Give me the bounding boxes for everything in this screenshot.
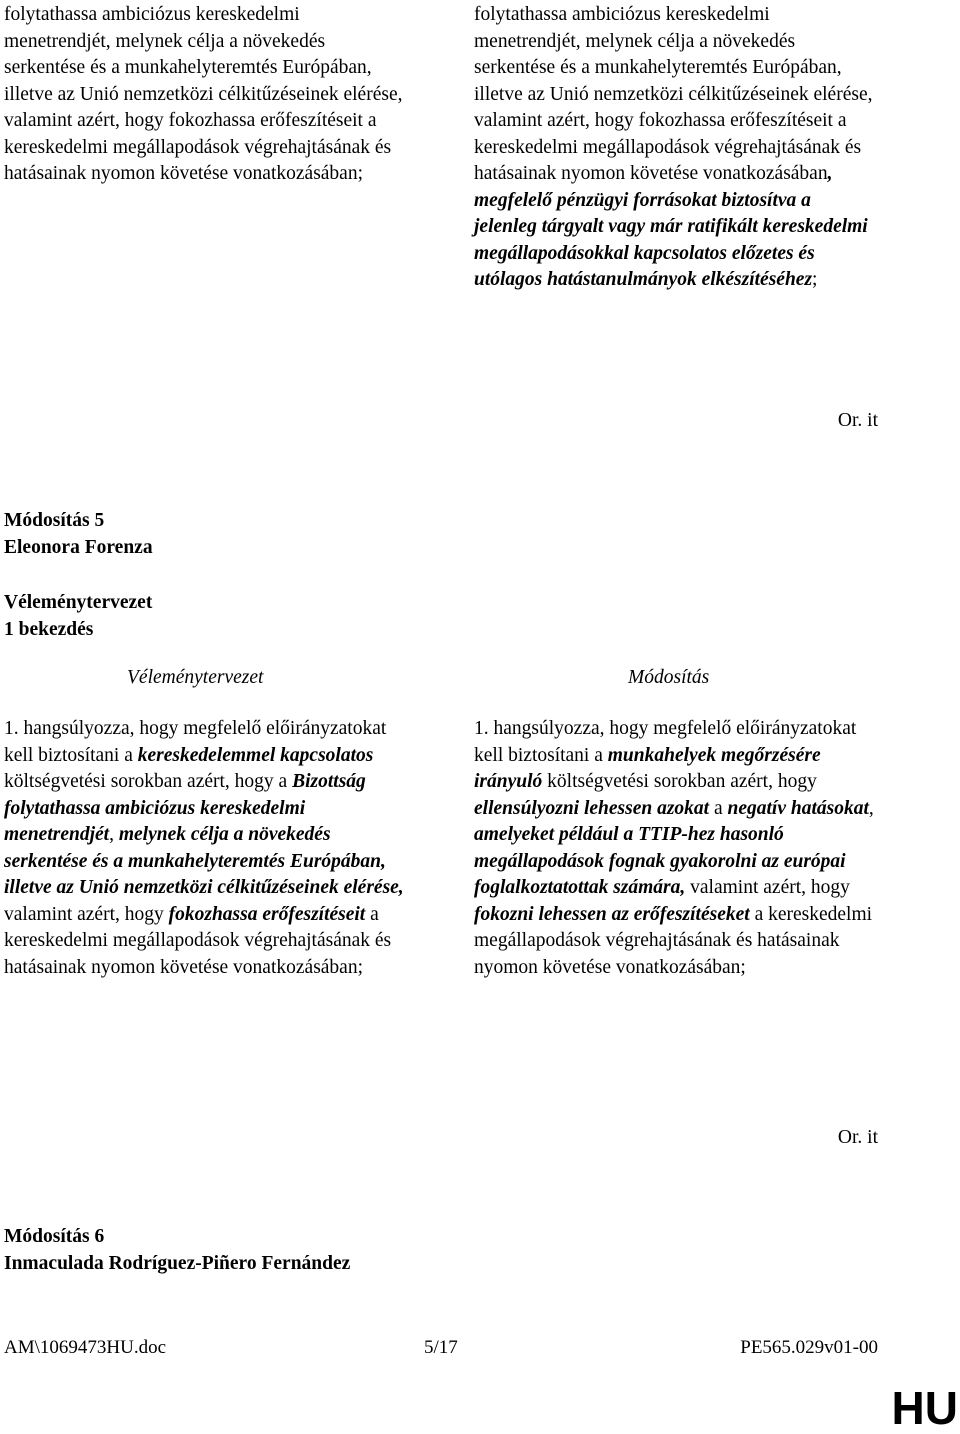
a5-right-p4: , <box>868 797 874 819</box>
amendment-6-label: Módosítás 6 <box>4 1226 105 1247</box>
footer-doc-ref: AM\1069473HU.doc <box>4 1337 167 1358</box>
top-left-text: folytathassa ambiciózus kereskedelmi menetrendjét, melynek célja a növekedés serkentése és a munkahelyteremtés Európában, illetve az Unió nemzetközi célkitűzéseinek elérése, valamint azért, hogy fokozhassa erőfeszítéseit a kereskedelmi megállapodások végrehajtásának és hatásainak nyomon követése vonatkozásában; <box>4 4 403 184</box>
amendment-5-left-text <box>4 716 404 981</box>
a5-right-i5: fokozni lehessen az erőfeszítéseket <box>474 903 750 925</box>
a5-left-i1: kereskedelemmel kapcsolatos <box>137 744 374 766</box>
column-head-amendment: Módosítás <box>628 667 710 688</box>
footer-page-number: 5/17 <box>424 1337 458 1358</box>
top-right-end: ; <box>812 269 818 290</box>
column-head-draft: Véleménytervezet <box>127 667 264 688</box>
a5-left-p5: a kereskedelmi megállapodások végrehajtásának és hatásainak nyomon követése vonatkozásában; <box>4 903 392 978</box>
amendment-6-header <box>4 1224 350 1277</box>
a5-right-p3: a <box>709 797 728 819</box>
amendment-5-reference <box>4 590 152 643</box>
a5-right-p1: 1. hangsúlyozza, hogy megfelelő előirányzatokat kell biztosítani a <box>474 718 857 766</box>
a5-right-p6: a kereskedelmi megállapodások végrehajtásának és hatásainak nyomon követése vonatkozásában; <box>474 903 873 978</box>
a5-right-i4: amelyeket például a TTIP-hez hasonló megállapodások fognak gyakorolni az európai foglalkoztatottak számára, <box>474 824 846 898</box>
amendment-5-para: 1 bekezdés <box>4 618 94 640</box>
footer-pe-ref: PE565.029v01-00 <box>740 1337 878 1358</box>
amendment-5-right-text <box>474 716 874 981</box>
a5-left-i2: Bizottság folytathassa ambiciózus kereskedelmi menetrendjét <box>4 771 366 845</box>
top-right-plain: folytathassa ambiciózus kereskedelmi menetrendjét, melynek célja a növekedés serkentése és a munkahelyteremtés Európában, illetve az Unió nemzetközi célkitűzéseinek elérése, valamint azért, hogy fokozhassa erőfeszítéseit a kereskedelmi megállapodások végrehajtásának és hatásainak nyomon követése vonatkozásában <box>474 4 873 184</box>
amendment-5-author: Eleonora Forenza <box>4 536 153 558</box>
a5-left-p2: költségvetési sorokban azért, hogy a <box>4 771 293 792</box>
top-right-column <box>474 2 874 294</box>
amendment-5-header <box>4 508 153 561</box>
top-left-column <box>4 2 404 188</box>
language-code: HU <box>891 1382 958 1434</box>
amendment-5-left <box>4 716 404 981</box>
a5-left-i3: melynek célja a növekedés serkentése és a munkahelyteremtés Európában, illetve az Unió nemzetközi célkitűzéseinek elérése, <box>4 824 404 898</box>
a5-right-i3: negatív hatásokat <box>727 797 869 819</box>
a5-right-p2: költségvetési sorokban azért, hogy <box>542 771 817 792</box>
a5-left-p1: 1. hangsúlyozza, hogy megfelelő előirányzatokat kell biztosítani a <box>4 718 387 766</box>
a5-right-p5: valamint azért, hogy <box>685 877 850 898</box>
a5-right-i1: munkahelyek megőrzésére irányuló <box>474 744 821 792</box>
amendment-5-right <box>474 716 874 981</box>
amendment-5-label: Módosítás 5 <box>4 510 105 531</box>
original-language-2: Or. it <box>837 1127 878 1148</box>
amendment-5-doc: Véleménytervezet <box>4 592 153 613</box>
amendment-6-author: Inmaculada Rodríguez-Piñero Fernández <box>4 1252 351 1274</box>
a5-right-i2: ellensúlyozni lehessen azokat <box>474 797 710 819</box>
top-right-added: , megfelelő pénzügyi forrásokat biztosítva a jelenleg tárgyalt vagy már ratifikált kereskedelmi megállapodásokkal kapcsolatos előzetes és utólagos hatástanulmányok elkészítéséhez <box>474 163 868 290</box>
a5-left-p4: valamint azért, hogy <box>4 903 169 925</box>
a5-left-i4: fokozhassa erőfeszítéseit <box>168 903 366 925</box>
a5-left-p3: , <box>109 824 119 845</box>
original-language-1: Or. it <box>837 410 878 431</box>
top-right-text <box>474 2 874 294</box>
